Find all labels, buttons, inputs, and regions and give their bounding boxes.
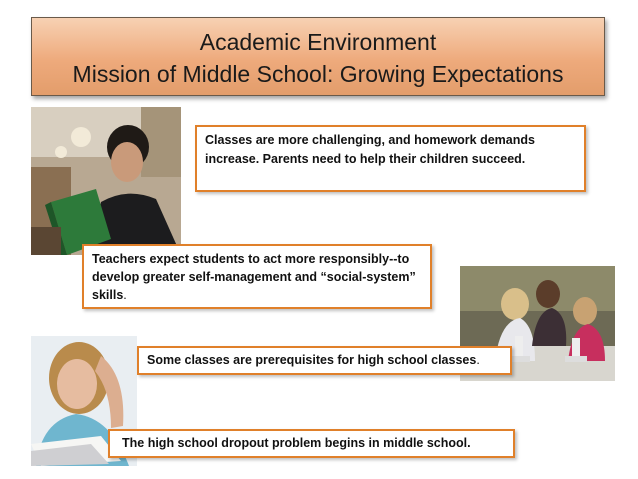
callout-teachers-expect-period: . bbox=[123, 288, 127, 302]
callout-teachers-expect bbox=[82, 244, 432, 309]
callout-dropout-text: The high school dropout problem begins in middle school. bbox=[122, 436, 471, 450]
slide-title-banner bbox=[31, 17, 605, 96]
callout-prerequisites-text: Some classes are prerequisites for high school classes bbox=[147, 353, 477, 367]
callout-prerequisites-period: . bbox=[476, 353, 480, 367]
student-reading-photo bbox=[31, 107, 181, 255]
callout-classes-challenging bbox=[195, 125, 586, 192]
callout-prerequisites bbox=[137, 346, 512, 375]
slide-subtitle: Mission of Middle School: Growing Expectations bbox=[72, 61, 564, 87]
callout-dropout bbox=[108, 429, 515, 458]
callout-classes-challenging-text: Classes are more challenging, and homework demands increase. Parents need to help their children succeed. bbox=[205, 133, 535, 166]
callout-teachers-expect-text: Teachers expect students to act more responsibly--to develop greater self-management and “social-system” skills bbox=[92, 252, 416, 302]
slide-title: Academic Environment bbox=[199, 29, 437, 55]
